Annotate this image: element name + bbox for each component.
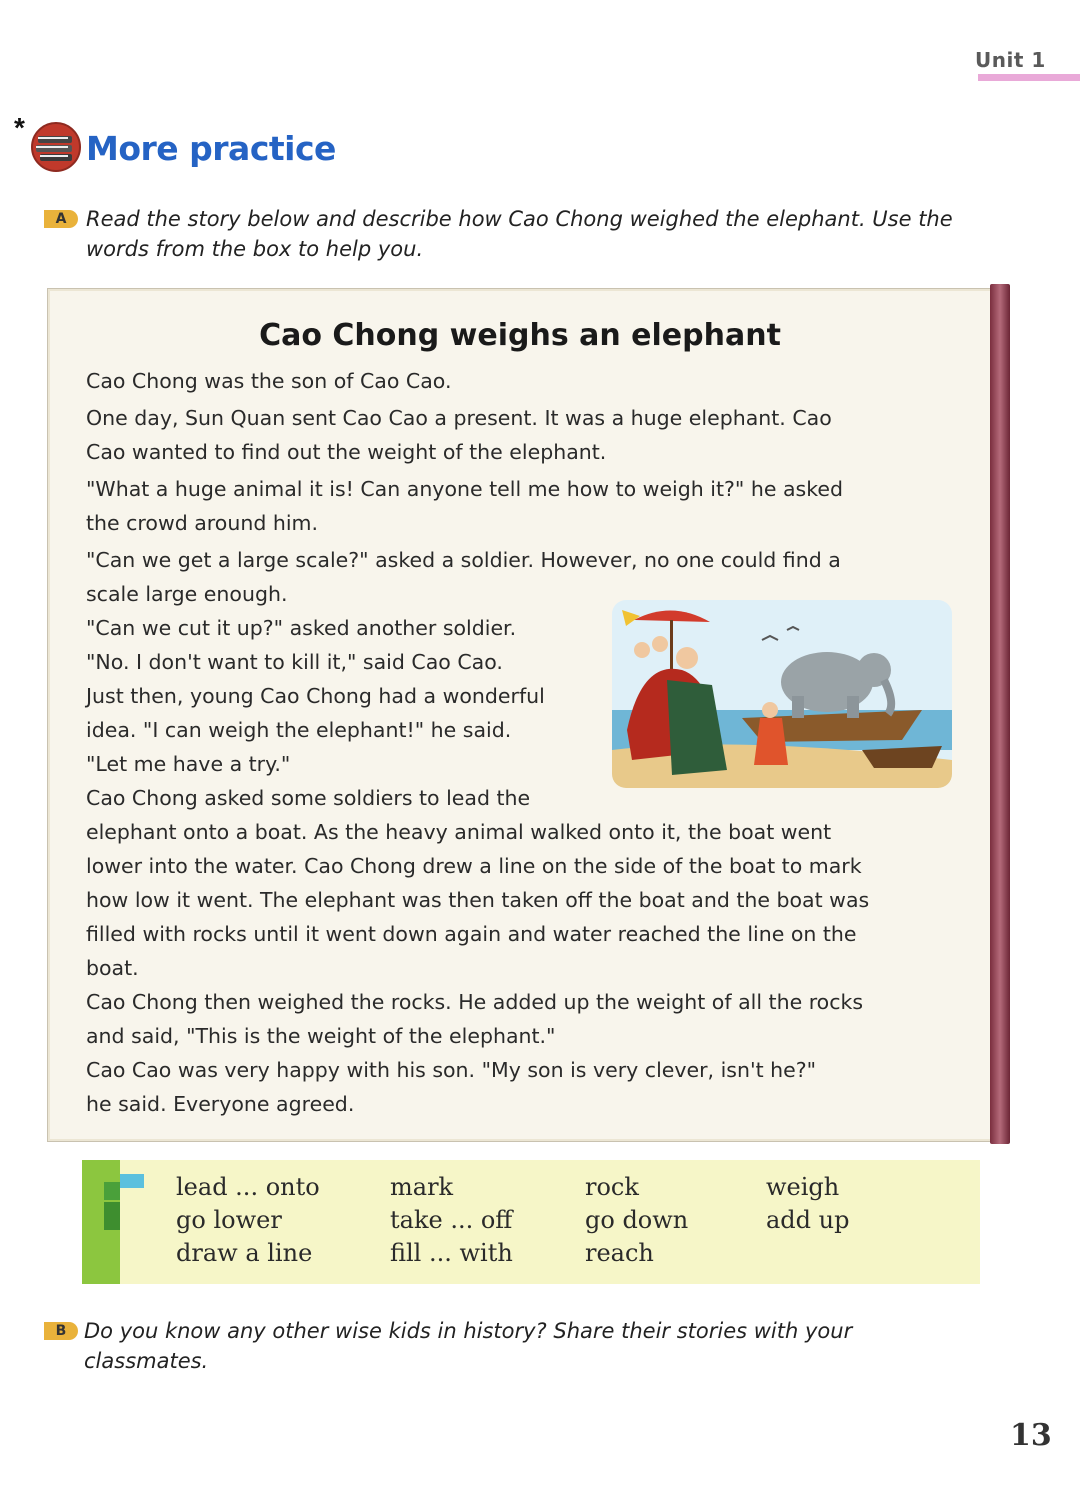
story-line: "Can we cut it up?" asked another soldier. [86, 616, 517, 640]
story-book-spine [990, 284, 1010, 1144]
unit-label: Unit 1 [975, 48, 1046, 72]
story-line: the crowd around him. [86, 511, 319, 535]
task-b-badge: B [44, 1322, 78, 1340]
word-box-decoration [120, 1174, 144, 1188]
story-line: Cao Chong was the son of Cao Cao. [86, 369, 452, 393]
story-line: Cao wanted to find out the weight of the elephant. [86, 440, 607, 464]
task-a-badge: A [44, 210, 78, 228]
word-box-item: lead ... onto [176, 1173, 320, 1201]
page-number: 13 [1010, 1418, 1052, 1453]
story-line: he said. Everyone agreed. [86, 1092, 355, 1116]
story-line: and said, "This is the weight of the elephant." [86, 1024, 556, 1048]
story-line: Cao Chong then weighed the rocks. He added up the weight of all the rocks [86, 990, 864, 1014]
unit-tab-underline [978, 74, 1080, 81]
story-line: filled with rocks until it went down again and water reached the line on the [86, 922, 857, 946]
story-line: One day, Sun Quan sent Cao Cao a present. It was a huge elephant. Cao [86, 406, 832, 430]
word-box-decoration [104, 1202, 120, 1230]
word-box-item: add up [766, 1206, 850, 1234]
section-title: More practice [86, 129, 336, 168]
story-line: "Let me have a try." [86, 752, 291, 776]
optional-asterisk: * [14, 112, 25, 143]
task-b-instruction-line2: classmates. [84, 1349, 209, 1373]
word-box-item: go down [585, 1206, 689, 1234]
story-line: idea. "I can weigh the elephant!" he said. [86, 718, 512, 742]
word-box-item: rock [585, 1173, 639, 1201]
story-line: lower into the water. Cao Chong drew a line on the side of the boat to mark [86, 854, 862, 878]
task-b-instruction-line1: Do you know any other wise kids in history? Share their stories with your [84, 1319, 853, 1343]
word-box-item: draw a line [176, 1239, 313, 1267]
story-line: elephant onto a boat. As the heavy animal walked onto it, the boat went [86, 820, 832, 844]
word-box-item: fill ... with [390, 1239, 513, 1267]
task-a-instruction-line2: words from the box to help you. [86, 237, 424, 261]
story-line: "Can we get a large scale?" asked a soldier. However, no one could find a [86, 548, 841, 572]
word-box-item: go lower [176, 1206, 282, 1234]
story-title: Cao Chong weighs an elephant [259, 318, 781, 353]
story-line: scale large enough. [86, 582, 288, 606]
word-box-decoration [104, 1182, 120, 1200]
story-line: boat. [86, 956, 139, 980]
story-line: how low it went. The elephant was then taken off the boat and the boat was [86, 888, 870, 912]
word-box-item: take ... off [390, 1206, 513, 1234]
story-line: Just then, young Cao Chong had a wonderful [86, 684, 545, 708]
books-icon [30, 122, 82, 172]
story-line: Cao Cao was very happy with his son. "My son is very clever, isn't he?" [86, 1058, 817, 1082]
story-line: "What a huge animal it is! Can anyone tell me how to weigh it?" he asked [86, 477, 843, 501]
story-line: "No. I don't want to kill it," said Cao Cao. [86, 650, 503, 674]
story-illustration [612, 600, 952, 788]
story-line: Cao Chong asked some soldiers to lead the [86, 786, 531, 810]
word-box-item: mark [390, 1173, 454, 1201]
word-box-item: reach [585, 1239, 654, 1267]
word-box-item: weigh [766, 1173, 840, 1201]
task-a-instruction-line1: Read the story below and describe how Cao Chong weighed the elephant. Use the [86, 207, 953, 231]
